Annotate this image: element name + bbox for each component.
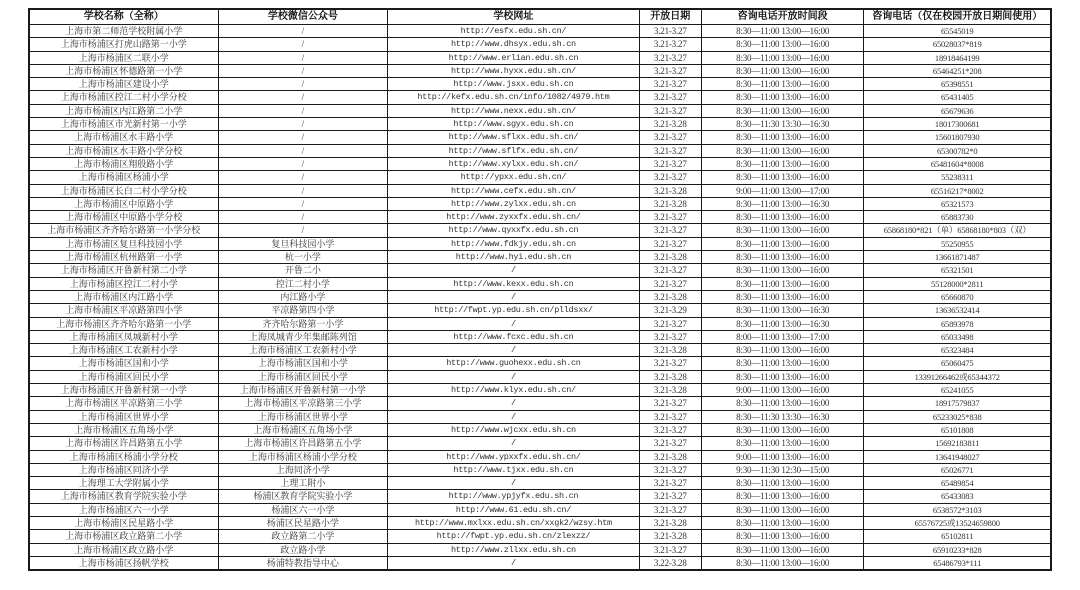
cell-open-date: 3.21-3.27 [639,490,701,503]
cell-school-name: 上海市杨浦区开鲁新村第一小学 [29,384,218,397]
cell-school-name: 上海市杨浦区建设小学 [29,78,218,91]
cell-wechat-account: / [218,197,388,210]
cell-phone-number: 13641948027 [864,450,1051,463]
cell-website: http://www.kexx.edu.sh.cn [388,277,639,290]
cell-wechat-account: 上海市杨浦区杨浦小学分校 [218,450,388,463]
cell-phone-number: 65431405 [864,91,1051,104]
cell-website: http://www.sflfx.edu.sh.cn/ [388,144,639,157]
cell-wechat-account: 内江路小学 [218,290,388,303]
cell-phone-hours: 8:30—11:00 13:00—16:00 [701,516,863,529]
col-header-phone-number: 咨询电话（仅在校园开放日期间使用） [864,9,1051,25]
cell-wechat-account: / [218,25,388,38]
cell-phone-hours: 8:30—11:00 13:00—16:30 [701,317,863,330]
cell-wechat-account: / [218,144,388,157]
table-row [29,237,1051,250]
cell-school-name: 上海市杨浦区回民小学 [29,370,218,383]
cell-website: http://fwpt.yp.edu.sh.cn/plldsxx/ [388,304,639,317]
cell-phone-hours: 8:30—11:00 13:00—16:00 [701,264,863,277]
cell-website: http://www.sflxx.edu.sh.cn/ [388,131,639,144]
cell-open-date: 3.21-3.27 [639,64,701,77]
cell-phone-number: 65033498 [864,330,1051,343]
cell-website: http://www.tjxx.edu.sh.cn [388,463,639,476]
cell-school-name: 上海市杨浦区市光新村第一小学 [29,118,218,131]
table-row [29,490,1051,503]
cell-school-name: 上海市杨浦区齐齐哈尔路第一小学 [29,317,218,330]
table-row [29,144,1051,157]
cell-school-name: 上海市杨浦区水丰路小学 [29,131,218,144]
table-row [29,25,1051,38]
cell-wechat-account: 平凉路第四小学 [218,304,388,317]
cell-open-date: 3.21-3.27 [639,78,701,91]
cell-school-name: 上海市杨浦区内江路第二小学 [29,104,218,117]
cell-open-date: 3.21-3.28 [639,290,701,303]
cell-phone-number: 6538572*3103 [864,503,1051,516]
cell-phone-hours: 8:30—11:00 13:00—16:00 [701,131,863,144]
cell-phone-number: 65516217*8002 [864,184,1051,197]
cell-phone-number: 65868180*821（单）65868180*803（双） [864,224,1051,237]
table-row [29,104,1051,117]
cell-phone-number: 65486793*111 [864,556,1051,570]
cell-school-name: 上海市第二师范学校附属小学 [29,25,218,38]
cell-school-name: 上海市杨浦区教育学院实验小学 [29,490,218,503]
cell-phone-hours: 8:30—11:00 13:00—16:00 [701,64,863,77]
table-row [29,251,1051,264]
cell-phone-number: 65679636 [864,104,1051,117]
table-row [29,423,1051,436]
cell-website: http://www.fdkjy.edu.sh.cn [388,237,639,250]
table-row [29,556,1051,570]
cell-phone-number: 65433083 [864,490,1051,503]
cell-phone-number: 65576725或13524659800 [864,516,1051,529]
cell-phone-hours: 8:30—11:00 13:00—16:00 [701,397,863,410]
cell-open-date: 3.21-3.28 [639,530,701,543]
cell-phone-hours: 8:30—11:00 13:00—16:30 [701,197,863,210]
cell-open-date: 3.21-3.27 [639,423,701,436]
table-row [29,38,1051,51]
cell-wechat-account: 上海市杨浦区开鲁新村第一小学 [218,384,388,397]
cell-phone-number: 65321501 [864,264,1051,277]
cell-website: / [388,410,639,423]
cell-wechat-account: / [218,118,388,131]
table-row [29,184,1051,197]
cell-phone-number: 65026771 [864,463,1051,476]
cell-open-date: 3.21-3.27 [639,437,701,450]
cell-phone-hours: 8:30—11:00 13:00—16:00 [701,503,863,516]
cell-wechat-account: 开鲁二小 [218,264,388,277]
cell-school-name: 上海市杨浦区杨浦小学 [29,171,218,184]
cell-website: http://www.fcxc.edu.sh.cn [388,330,639,343]
table-row [29,51,1051,64]
cell-phone-number: 15692183811 [864,437,1051,450]
cell-phone-number: 15601807930 [864,131,1051,144]
cell-website: / [388,344,639,357]
cell-school-name: 上海市杨浦区民星路小学 [29,516,218,529]
cell-website: http://esfx.edu.sh.cn/ [388,25,639,38]
cell-phone-number: 65028037*819 [864,38,1051,51]
table-row [29,437,1051,450]
cell-open-date: 3.21-3.27 [639,543,701,556]
cell-school-name: 上海市杨浦区水丰路小学分校 [29,144,218,157]
cell-website: http://www.klyx.edu.sh.cn/ [388,384,639,397]
table-row [29,224,1051,237]
table-row [29,543,1051,556]
cell-wechat-account: 杨浦区六一小学 [218,503,388,516]
cell-phone-hours: 8:30—11:00 13:00—16:00 [701,251,863,264]
cell-school-name: 上海理工大学附属小学 [29,477,218,490]
cell-phone-number: 65910233*828 [864,543,1051,556]
cell-open-date: 3.21-3.27 [639,317,701,330]
cell-school-name: 上海市杨浦区政立路第二小学 [29,530,218,543]
cell-open-date: 3.21-3.28 [639,516,701,529]
cell-website: http://www.zyxxfx.edu.sh.cn/ [388,211,639,224]
cell-school-name: 上海市杨浦区内江路小学 [29,290,218,303]
cell-school-name: 上海市杨浦区翔殷路小学 [29,157,218,170]
cell-open-date: 3.21-3.27 [639,397,701,410]
cell-school-name: 上海市杨浦区打虎山路第一小学 [29,38,218,51]
cell-open-date: 3.21-3.27 [639,477,701,490]
cell-open-date: 3.21-3.28 [639,197,701,210]
cell-wechat-account: 控江二村小学 [218,277,388,290]
cell-school-name: 上海市杨浦区杭州路第一小学 [29,251,218,264]
cell-wechat-account: / [218,157,388,170]
cell-website: http://www.hyi.edu.sh.cn [388,251,639,264]
cell-website: http://www.mxlxx.edu.sh.cn/xxgk2/wzsy.htm [388,516,639,529]
cell-phone-number: 65489854 [864,477,1051,490]
table-row [29,450,1051,463]
table-row [29,357,1051,370]
cell-phone-number: 18917579837 [864,397,1051,410]
cell-phone-number: 18918464199 [864,51,1051,64]
cell-phone-hours: 8:30—11:00 13:00—16:00 [701,423,863,436]
cell-school-name: 上海市杨浦区中原路小学分校 [29,211,218,224]
cell-website: / [388,437,639,450]
cell-school-name: 上海市杨浦区二联小学 [29,51,218,64]
table-row [29,171,1051,184]
cell-website: / [388,290,639,303]
cell-phone-number: 65241055 [864,384,1051,397]
cell-website: http://www.erlian.edu.sh.cn [388,51,639,64]
cell-open-date: 3.21-3.28 [639,118,701,131]
cell-website: http://www.ypjyfx.edu.sh.cn [388,490,639,503]
cell-wechat-account: 上海市杨浦区工农新村小学 [218,344,388,357]
cell-open-date: 3.21-3.27 [639,357,701,370]
cell-wechat-account: 上海市杨浦区国和小学 [218,357,388,370]
cell-phone-number: 65545019 [864,25,1051,38]
cell-wechat-account: 上海市杨浦区世界小学 [218,410,388,423]
table-row [29,264,1051,277]
table-row [29,516,1051,529]
cell-school-name: 上海市杨浦区工农新村小学 [29,344,218,357]
cell-open-date: 3.21-3.28 [639,184,701,197]
cell-school-name: 上海市杨浦区长白二村小学分校 [29,184,218,197]
cell-website: http://www.xylxx.edu.sh.cn/ [388,157,639,170]
cell-website: / [388,397,639,410]
cell-website: / [388,317,639,330]
cell-open-date: 3.21-3.27 [639,144,701,157]
cell-open-date: 3.21-3.27 [639,264,701,277]
cell-website: http://www.guohexx.edu.sh.cn [388,357,639,370]
cell-wechat-account: 上海市杨浦区回民小学 [218,370,388,383]
cell-phone-hours: 8:30—11:00 13:00—16:00 [701,157,863,170]
cell-open-date: 3.21-3.29 [639,304,701,317]
table-row [29,157,1051,170]
cell-open-date: 3.22-3.28 [639,556,701,570]
cell-wechat-account: / [218,131,388,144]
table-body [29,25,1051,571]
cell-website: http://www.zllxx.edu.sh.cn [388,543,639,556]
cell-phone-hours: 8:30—11:00 13:00—16:00 [701,144,863,157]
cell-website: / [388,370,639,383]
cell-school-name: 上海市杨浦区六一小学 [29,503,218,516]
cell-website: http://www.wjcxx.edu.sh.cn [388,423,639,436]
cell-open-date: 3.21-3.27 [639,224,701,237]
cell-open-date: 3.21-3.27 [639,91,701,104]
cell-phone-number: 55128000*2811 [864,277,1051,290]
table-row [29,118,1051,131]
table-row [29,91,1051,104]
col-header-wechat-account: 学校微信公众号 [218,9,388,25]
cell-open-date: 3.21-3.27 [639,131,701,144]
cell-phone-hours: 9:00—11:00 13:00—16:00 [701,384,863,397]
cell-website: / [388,477,639,490]
cell-phone-number: 65102811 [864,530,1051,543]
cell-website: http://www.cefx.edu.sh.cn/ [388,184,639,197]
cell-phone-hours: 8:30—11:00 13:00—16:00 [701,344,863,357]
cell-phone-number: 65060475 [864,357,1051,370]
cell-phone-hours: 8:30—11:00 13:00—16:00 [701,237,863,250]
cell-website: http://www.jsxx.edu.sh.cn [388,78,639,91]
table-row [29,290,1051,303]
cell-open-date: 3.21-3.27 [639,171,701,184]
cell-wechat-account: 上海市杨浦区平凉路第三小学 [218,397,388,410]
cell-open-date: 3.21-3.28 [639,344,701,357]
cell-school-name: 上海市杨浦区世界小学 [29,410,218,423]
col-header-website: 学校网址 [388,9,639,25]
cell-website: http://www.61.edu.sh.cn/ [388,503,639,516]
cell-website: http://www.nexx.edu.sh.cn/ [388,104,639,117]
table-row [29,503,1051,516]
cell-phone-number: 65321573 [864,197,1051,210]
cell-open-date: 3.21-3.28 [639,251,701,264]
cell-school-name: 上海市杨浦区中原路小学 [29,197,218,210]
cell-school-name: 上海市杨浦区复旦科技园小学 [29,237,218,250]
cell-wechat-account: / [218,64,388,77]
cell-wechat-account: 杨浦区民星路小学 [218,516,388,529]
table-row [29,78,1051,91]
cell-website: http://ypxx.edu.sh.cn/ [388,171,639,184]
cell-phone-number: 65893978 [864,317,1051,330]
cell-phone-hours: 8:30—11:00 13:00—16:00 [701,104,863,117]
table-row [29,410,1051,423]
cell-phone-number: 65481604*8008 [864,157,1051,170]
cell-open-date: 3.21-3.27 [639,463,701,476]
table-row [29,317,1051,330]
cell-wechat-account: 复旦科技园小学 [218,237,388,250]
cell-wechat-account: 齐齐哈尔路第一小学 [218,317,388,330]
cell-wechat-account: 政立路小学 [218,543,388,556]
cell-phone-hours: 9:00—11:00 13:00—17:00 [701,184,863,197]
cell-phone-hours: 8:30—11:30 13:30—16:30 [701,118,863,131]
cell-open-date: 3.21-3.27 [639,25,701,38]
cell-school-name: 上海市杨浦区政立路小学 [29,543,218,556]
table-row [29,370,1051,383]
cell-open-date: 3.21-3.27 [639,277,701,290]
cell-phone-number: 65233025*838 [864,410,1051,423]
cell-phone-number: 55250955 [864,237,1051,250]
cell-school-name: 上海市杨浦区怀德路第一小学 [29,64,218,77]
cell-website: http://www.zylxx.edu.sh.cn [388,197,639,210]
cell-phone-hours: 8:30—11:00 13:00—16:00 [701,91,863,104]
cell-phone-number: 13636532414 [864,304,1051,317]
cell-school-name: 上海市杨浦区许昌路第五小学 [29,437,218,450]
table-row [29,64,1051,77]
cell-wechat-account: 上海同济小学 [218,463,388,476]
cell-phone-hours: 8:30—11:00 13:00—16:30 [701,304,863,317]
cell-phone-number: 13391266462或65344372 [864,370,1051,383]
cell-open-date: 3.21-3.28 [639,450,701,463]
cell-phone-hours: 8:30—11:00 13:00—16:00 [701,357,863,370]
cell-open-date: 3.21-3.27 [639,410,701,423]
cell-phone-hours: 8:30—11:30 13:30—16:30 [701,410,863,423]
cell-phone-number: 13661871487 [864,251,1051,264]
cell-school-name: 上海市杨浦区凤城新村小学 [29,330,218,343]
cell-school-name: 上海市杨浦区同济小学 [29,463,218,476]
cell-wechat-account: 杭一小学 [218,251,388,264]
cell-phone-hours: 8:30—11:00 13:00—16:00 [701,78,863,91]
cell-open-date: 3.21-3.28 [639,384,701,397]
cell-open-date: 3.21-3.27 [639,104,701,117]
cell-open-date: 3.21-3.27 [639,157,701,170]
cell-school-name: 上海市杨浦区平凉路第三小学 [29,397,218,410]
cell-phone-number: 65398551 [864,78,1051,91]
cell-wechat-account: 政立路第二小学 [218,530,388,543]
table-row [29,304,1051,317]
cell-wechat-account: 上海市杨浦区许昌路第五小学 [218,437,388,450]
cell-phone-hours: 8:30—11:00 13:00—16:00 [701,171,863,184]
cell-phone-hours: 8:30—11:00 13:00—16:00 [701,25,863,38]
cell-phone-hours: 8:30—11:00 13:00—16:00 [701,477,863,490]
cell-website: http://kefx.edu.sh.cn/info/1082/4979.htm [388,91,639,104]
cell-open-date: 3.21-3.27 [639,503,701,516]
cell-phone-hours: 8:30—11:00 13:00—16:00 [701,543,863,556]
cell-phone-hours: 8:30—11:00 13:00—16:00 [701,370,863,383]
cell-website: http://www.dhsyx.edu.sh.cn [388,38,639,51]
cell-wechat-account: / [218,38,388,51]
cell-website: / [388,556,639,570]
cell-wechat-account: / [218,91,388,104]
table-row [29,197,1051,210]
cell-phone-hours: 9:00—11:00 13:00—16:00 [701,450,863,463]
cell-phone-hours: 8:30—11:00 13:00—16:00 [701,38,863,51]
cell-wechat-account: 上理工附小 [218,477,388,490]
cell-phone-hours: 8:00—11:00 13:00—17:00 [701,330,863,343]
cell-phone-hours: 8:30—11:00 13:00—16:00 [701,437,863,450]
table-row [29,131,1051,144]
table-row [29,384,1051,397]
cell-wechat-account: / [218,78,388,91]
cell-phone-number: 55238311 [864,171,1051,184]
cell-phone-number: 65323484 [864,344,1051,357]
cell-phone-hours: 8:30—11:00 13:00—16:00 [701,556,863,570]
col-header-school-name: 学校名称（全称） [29,9,218,25]
cell-open-date: 3.21-3.28 [639,370,701,383]
table-row [29,397,1051,410]
table-header-row [29,9,1051,25]
cell-phone-number: 65101808 [864,423,1051,436]
cell-school-name: 上海市杨浦区国和小学 [29,357,218,370]
cell-phone-hours: 8:30—11:00 13:00—16:00 [701,51,863,64]
document-page [0,8,1080,590]
cell-phone-hours: 8:30—11:00 13:00—16:00 [701,530,863,543]
cell-phone-hours: 8:30—11:00 13:00—16:00 [701,224,863,237]
cell-website: http://fwpt.yp.edu.sh.cn/zlexzz/ [388,530,639,543]
cell-phone-number: 65660870 [864,290,1051,303]
cell-school-name: 上海市杨浦区平凉路第四小学 [29,304,218,317]
table-row [29,344,1051,357]
cell-school-name: 上海市杨浦区五角场小学 [29,423,218,436]
school-open-day-table [28,8,1052,571]
col-header-phone-hours: 咨询电话开放时间段 [701,9,863,25]
cell-phone-hours: 8:30—11:00 13:00—16:00 [701,490,863,503]
cell-wechat-account: / [218,184,388,197]
table-row [29,330,1051,343]
cell-wechat-account: / [218,224,388,237]
cell-wechat-account: 上海市杨浦区五角场小学 [218,423,388,436]
cell-open-date: 3.21-3.27 [639,330,701,343]
cell-school-name: 上海市杨浦区开鲁新村第二小学 [29,264,218,277]
cell-wechat-account: 上海凤城青少年集邮陈列馆 [218,330,388,343]
cell-phone-hours: 8:30—11:00 13:00—16:00 [701,277,863,290]
col-header-open-date: 开放日期 [639,9,701,25]
cell-open-date: 3.21-3.27 [639,237,701,250]
table-row [29,530,1051,543]
cell-phone-hours: 9:30—11:30 12:30—15:00 [701,463,863,476]
cell-wechat-account: 杨浦区教育学院实验小学 [218,490,388,503]
cell-phone-number: 65300782*0 [864,144,1051,157]
cell-website: http://www.sgyx.edu.sh.cn [388,118,639,131]
cell-open-date: 3.21-3.27 [639,211,701,224]
cell-website: http://www.qyxxfx.edu.sh.cn [388,224,639,237]
cell-school-name: 上海市杨浦区齐齐哈尔路第一小学分校 [29,224,218,237]
cell-website: / [388,264,639,277]
table-row [29,477,1051,490]
cell-phone-number: 65464251*208 [864,64,1051,77]
cell-wechat-account: / [218,171,388,184]
cell-wechat-account: 杨浦特教指导中心 [218,556,388,570]
table-row [29,211,1051,224]
cell-wechat-account: / [218,51,388,64]
cell-school-name: 上海市杨浦区控江二村小学分校 [29,91,218,104]
cell-phone-number: 65883730 [864,211,1051,224]
cell-wechat-account: / [218,104,388,117]
cell-phone-hours: 8:30—11:00 13:00—16:00 [701,211,863,224]
table-row [29,463,1051,476]
table-row [29,277,1051,290]
cell-phone-hours: 8:30—11:00 13:00—16:00 [701,290,863,303]
cell-school-name: 上海市杨浦区控江二村小学 [29,277,218,290]
cell-open-date: 3.21-3.27 [639,38,701,51]
cell-school-name: 上海市杨浦区扬帆学校 [29,556,218,570]
cell-school-name: 上海市杨浦区杨浦小学分校 [29,450,218,463]
cell-website: http://www.hyxx.edu.sh.cn/ [388,64,639,77]
cell-open-date: 3.21-3.27 [639,51,701,64]
cell-phone-number: 18017300681 [864,118,1051,131]
cell-website: http://www.ypxxfx.edu.sh.cn/ [388,450,639,463]
cell-wechat-account: / [218,211,388,224]
